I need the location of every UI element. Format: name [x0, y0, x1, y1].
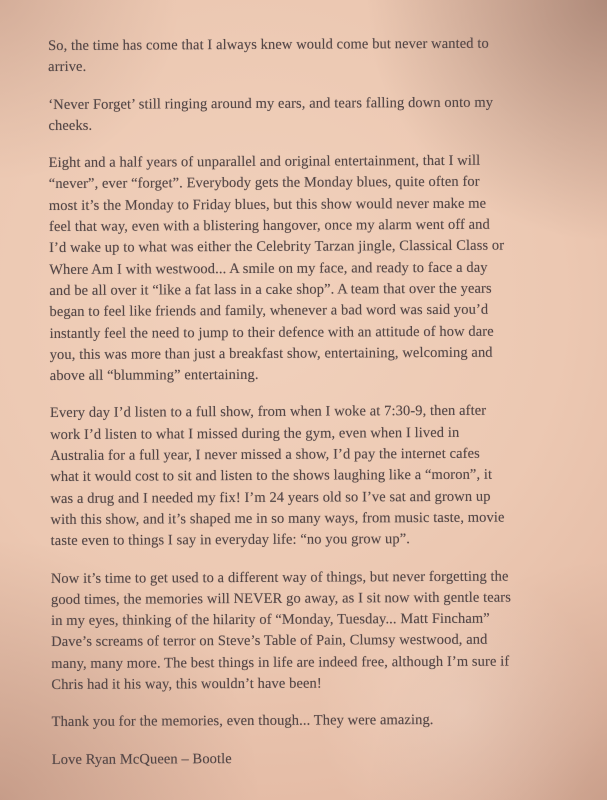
letter-page [48, 33, 597, 771]
paragraph-eight-years: Eight and a half years of unparallel and original entertainment, that I will “never”, ever “forget”. Everybody gets the Monday blues, quite often for most it’s the Monday to Friday blues, but this show would never make me feel that way, even with a blistering hangover, once my alarm went off and I’d wake up to what was either the Celebrity Tarzan jingle, Classical Class or Where Am I with westwood... A smile on my face, and ready to face a day and be all over it “like a fat lass in a cake shop”. A team that over the years began to feel like friends and family, whenever a bad word was said you’d instantly feel the need to jump to their defence with an attitude of how dare you, this was more than just a breakfast show, entertaining, welcoming and above all “blumming” entertaining. [48, 152, 505, 385]
signoff-line: Love Ryan McQueen – Bootle [51, 750, 232, 768]
paragraph-memories: Now it’s time to get used to a different way of things, but never forgetting the good times, the memories will NEVER go away, as I sit now with gentle tears in my eyes, thinking of the hilarity of “Monday, Tuesday... Matt Fincham” Dave’s screams of terror on Steve’s Table of Pain, Clumsy westwood, and many, many more. The best things in life are indeed free, although I’m sure if Chris had it his way, this wouldn’t have been! [50, 568, 512, 694]
paragraph-every-day: Every day I’d listen to a full show, from when I woke at 7:30-9, then after work I’d listen to what I missed during the gym, even when I lived in Australia for a full year, I never missed a show, I’d pay the internet cafes what it would cost to sit and listen to the shows laughing like a “moron”, it was a drug and I needed my fix! I’m 24 years old so I’ve sat and grown up with this show, and it’s shaped me in so many ways, from music taste, movie taste even to things I say in everyday life: “no you grow up”. [49, 403, 505, 550]
paragraph-opening: So, the time has come that I always knew would come but never wanted to arrive. [48, 35, 489, 76]
thank-you-line: Thank you for the memories, even though... They were amazing. [51, 712, 434, 731]
paragraph-never-forget: ‘Never Forget’ still ringing around my ears, and tears falling down onto my cheeks. [48, 94, 494, 134]
